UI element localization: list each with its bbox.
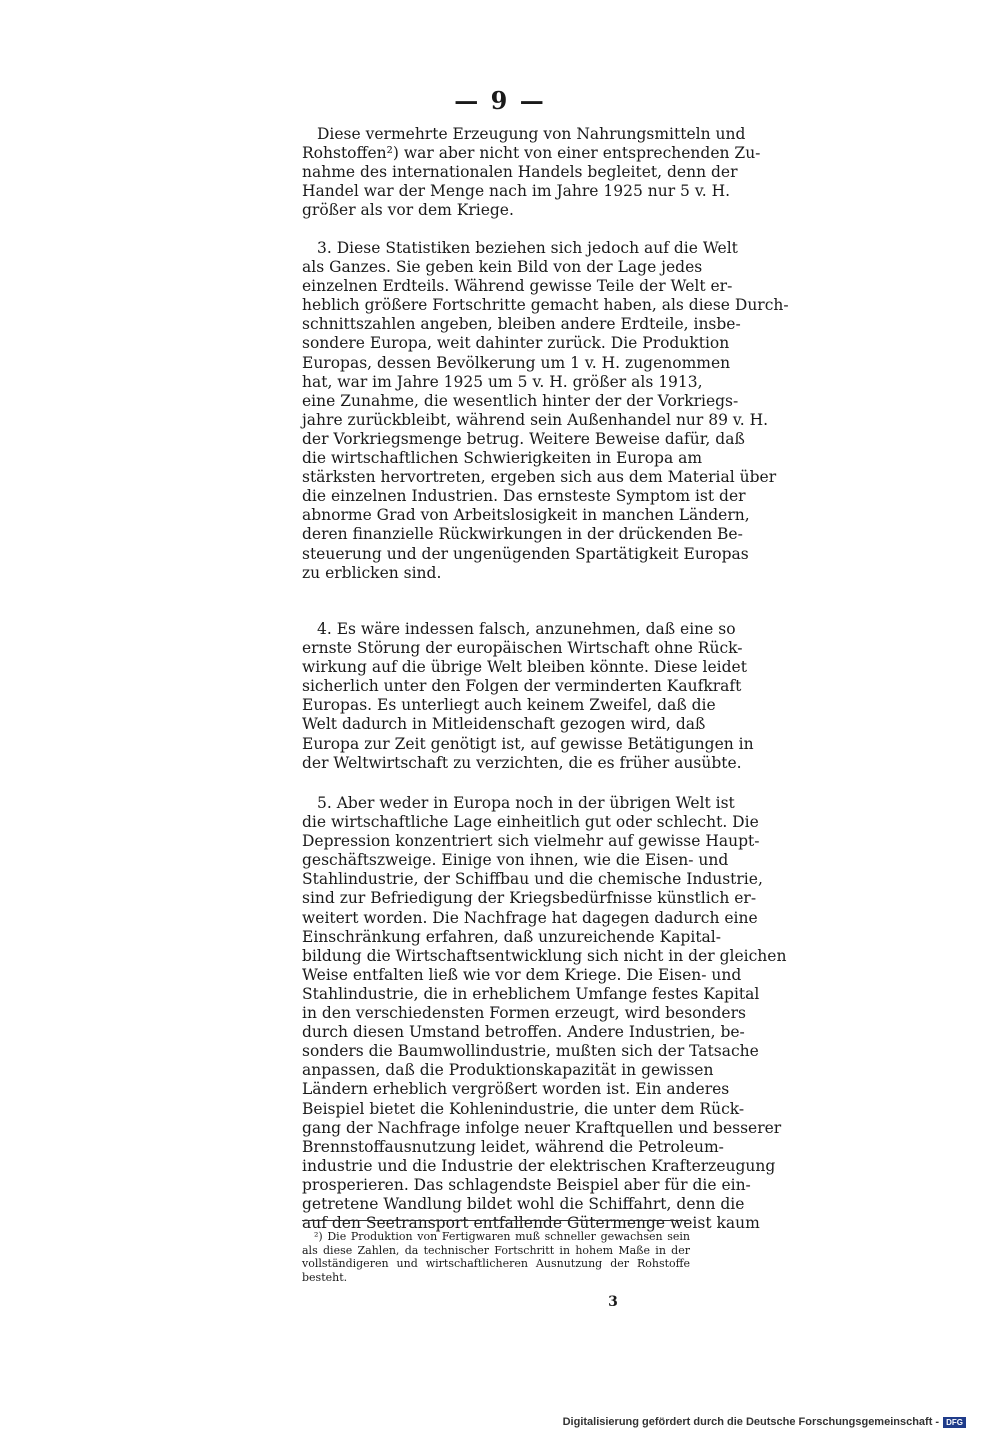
text-line: sondere Europa, weit dahinter zurück. Die Produktion — [302, 334, 730, 353]
text-line: hat, war im Jahre 1925 um 5 v. H. größer als 1913, — [302, 372, 703, 391]
text-line: abnorme Grad von Arbeitslosigkeit in manchen Ländern, — [302, 506, 750, 525]
text-line: Diese vermehrte Erzeugung von Nahrungsmitteln und — [317, 125, 746, 143]
text-line: zu erblicken sind. — [302, 563, 442, 582]
text-line: Stahlindustrie, der Schiffbau und die chemische Industrie, — [302, 870, 763, 889]
text-line: Weise entfalten ließ wie vor dem Kriege. Die Eisen- und — [302, 965, 742, 984]
text-line: Brennstoffausnutzung leidet, während die Petroleum- — [302, 1137, 724, 1156]
text-line: der Vorkriegsmenge betrug. Weitere Beweise dafür, daß — [302, 429, 745, 448]
text-line: ernste Störung der europäischen Wirtschaft ohne Rück- — [302, 639, 743, 658]
text-line: als Ganzes. Sie geben kein Bild von der Lage jedes — [302, 258, 703, 277]
text-line: ²) Die Produktion von Fertigwaren muß schneller gewachsen sein — [314, 1230, 690, 1243]
text-line: größer als vor dem Kriege. — [302, 201, 514, 220]
paragraph-2 — [302, 239, 789, 583]
text-line: die wirtschaftliche Lage einheitlich gut oder schlecht. Die — [302, 813, 759, 832]
text-line: nahme des internationalen Handels begleitet, denn der — [302, 163, 738, 182]
text-line: Einschränkung erfahren, daß unzureichende Kapital- — [302, 927, 721, 946]
text-line: Welt dadurch in Mitleidenschaft gezogen wird, daß — [302, 715, 706, 734]
paragraph-3 — [302, 620, 754, 773]
text-line: durch diesen Umstand betroffen. Andere Industrien, be- — [302, 1023, 745, 1042]
text-line: getretene Wandlung bildet wohl die Schiffahrt, denn die — [302, 1194, 745, 1213]
page-number: — 9 — — [454, 86, 546, 115]
text-line: 3. Diese Statistiken beziehen sich jedoch auf die Welt — [317, 239, 738, 257]
text-line: sonders die Baumwollindustrie, mußten sich der Tatsache — [302, 1042, 759, 1061]
text-line: Europas, dessen Bevölkerung um 1 v. H. zugenommen — [302, 353, 731, 372]
text-line: bildung die Wirtschaftsentwicklung sich nicht in der gleichen — [302, 946, 787, 965]
sheet-signature: 3 — [608, 1294, 618, 1310]
text-line: Stahlindustrie, die in erheblichem Umfange festes Kapital — [302, 984, 760, 1003]
text-line: sicherlich unter den Folgen der verminderten Kaufkraft — [302, 677, 742, 696]
text-line: Depression konzentriert sich vielmehr auf gewisse Haupt- — [302, 832, 760, 851]
dfg-logo: DFG — [943, 1417, 966, 1428]
digitization-credit — [563, 1416, 966, 1428]
credit-text: Digitalisierung gefördert durch die Deutsche Forschungsgemeinschaft - — [562, 1416, 940, 1428]
text-line: Ländern erheblich vergrößert worden ist. Ein anderes — [302, 1080, 730, 1099]
text-line: eine Zunahme, die wesentlich hinter der der Vorkriegs- — [302, 391, 739, 410]
text-line: auf den Seetransport entfallende Gütermenge weist kaum — [302, 1214, 760, 1233]
text-line: wirkung auf die übrige Welt bleiben könnte. Diese leidet — [302, 658, 747, 677]
text-line: vollständigeren und wirtschaftlicheren Ausnutzung der Rohstoffe — [302, 1257, 690, 1271]
text-line: schnittszahlen angeben, bleiben andere Erdteile, insbe- — [302, 315, 741, 334]
paragraph-4 — [302, 794, 787, 1233]
text-line: stärksten hervortreten, ergeben sich aus dem Material über — [302, 468, 777, 487]
paragraph-1 — [302, 125, 761, 220]
text-line: Rohstoffen²) war aber nicht von einer entsprechenden Zu- — [302, 144, 761, 163]
text-line: in den verschiedensten Formen erzeugt, wird besonders — [302, 1004, 746, 1023]
text-line: 4. Es wäre indessen falsch, anzunehmen, daß eine so — [317, 620, 736, 638]
text-line: steuerung und der ungenügenden Spartätigkeit Europas — [302, 544, 749, 563]
text-line: Europa zur Zeit genötigt ist, auf gewisse Betätigungen in — [302, 734, 754, 753]
text-line: sind zur Befriedigung der Kriegsbedürfnisse künstlich er- — [302, 889, 757, 908]
text-line: heblich größere Fortschritte gemacht haben, als diese Durch- — [302, 296, 789, 315]
footnote-rule — [302, 1220, 690, 1221]
text-line: Handel war der Menge nach im Jahre 1925 nur 5 v. H. — [302, 182, 731, 201]
text-line: Europas. Es unterliegt auch keinem Zweifel, daß die — [302, 696, 716, 715]
text-line: anpassen, daß die Produktionskapazität in gewissen — [302, 1061, 714, 1080]
text-line: deren finanzielle Rückwirkungen in der drückenden Be- — [302, 525, 743, 544]
text-line: industrie und die Industrie der elektrischen Krafterzeugung — [302, 1156, 776, 1175]
text-line: jahre zurückbleibt, während sein Außenhandel nur 89 v. H. — [302, 410, 769, 429]
text-line: die einzelnen Industrien. Das ernsteste Symptom ist der — [302, 487, 746, 506]
text-line: die wirtschaftlichen Schwierigkeiten in Europa am — [302, 449, 703, 468]
text-line: weitert worden. Die Nachfrage hat dagegen dadurch eine — [302, 908, 758, 927]
text-line: einzelnen Erdteils. Während gewisse Teile der Welt er- — [302, 277, 733, 296]
footnote — [302, 1230, 690, 1284]
text-line: besteht. — [302, 1270, 348, 1284]
text-line: als diese Zahlen, da technischer Fortschritt in hohem Maße in der — [302, 1243, 690, 1257]
text-line: 5. Aber weder in Europa noch in der übrigen Welt ist — [317, 794, 735, 812]
text-line: der Weltwirtschaft zu verzichten, die es früher ausübte. — [302, 753, 742, 772]
text-line: prosperieren. Das schlagendste Beispiel aber für die ein- — [302, 1175, 751, 1194]
text-line: gang der Nachfrage infolge neuer Kraftquellen und besserer — [302, 1118, 782, 1137]
text-line: Beispiel bietet die Kohlenindustrie, die unter dem Rück- — [302, 1099, 745, 1118]
text-line: geschäftszweige. Einige von ihnen, wie die Eisen- und — [302, 851, 729, 870]
